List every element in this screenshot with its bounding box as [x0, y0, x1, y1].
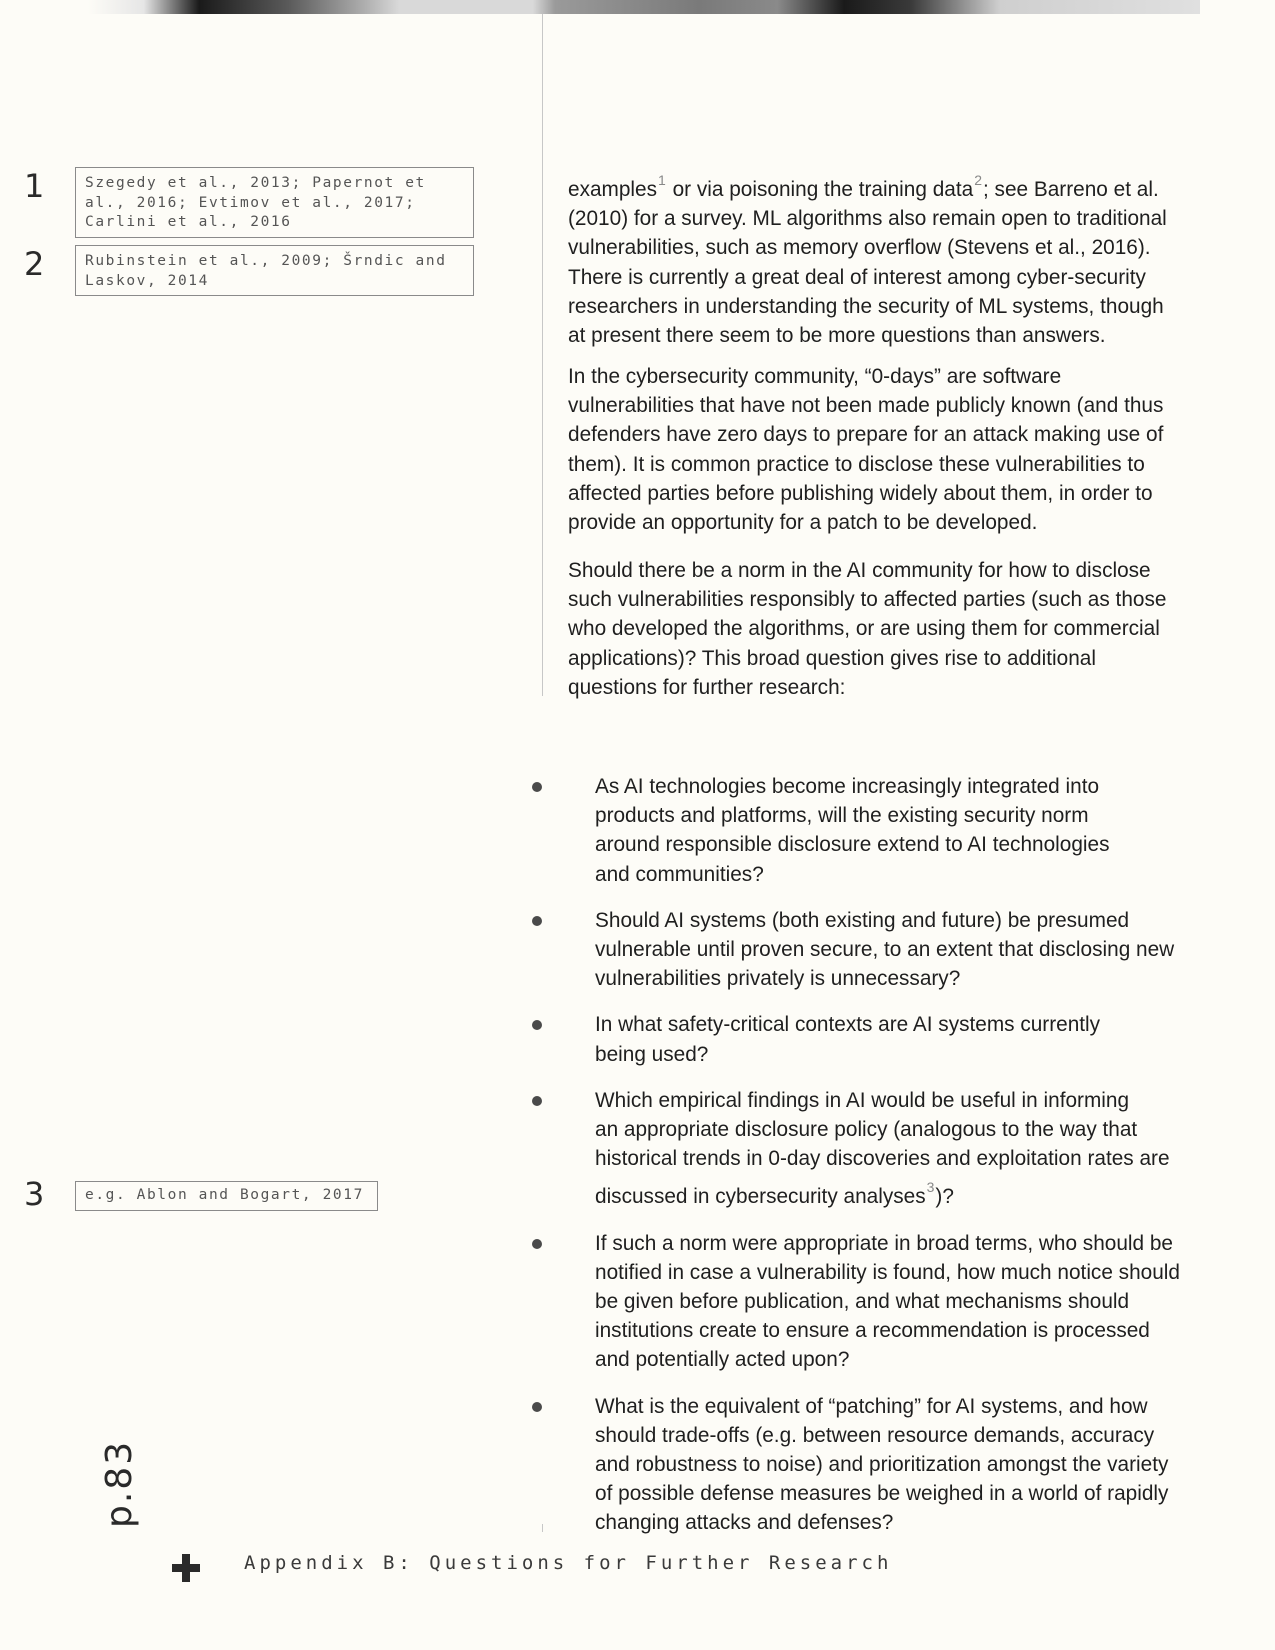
- list-item-line: [595, 1173, 1210, 1211]
- text-run: examples: [568, 178, 658, 201]
- paragraph-line: affected parties before publishing widely about them, in order to: [568, 481, 1153, 505]
- sidenote-line: Szegedy et al., 2013; Papernot et: [85, 175, 426, 191]
- text-run: or via poisoning the training data: [666, 178, 974, 201]
- sidenote-number: 3: [24, 1175, 45, 1213]
- list-item-line: and robustness to noise) and prioritization amongst the variety: [595, 1453, 1169, 1477]
- list-item-line: Should AI systems (both existing and future) be presumed: [595, 908, 1130, 932]
- bullet-icon: [532, 782, 542, 792]
- page-number: p.83: [99, 1439, 140, 1528]
- bullet-icon: [532, 916, 542, 926]
- footnote-ref[interactable]: 1: [658, 172, 666, 188]
- sidenote-citation: [75, 167, 474, 238]
- list-item-line: institutions create to ensure a recommendation is processed: [595, 1319, 1150, 1343]
- list-item-line: changing attacks and defenses?: [595, 1511, 894, 1535]
- bullet-icon: [532, 1239, 542, 1249]
- body-paragraph: [568, 556, 1208, 702]
- list-item-line: of possible defense measures be weighed in a world of rapidly: [595, 1482, 1169, 1506]
- paragraph-line: applications)? This broad question gives rise to additional: [568, 646, 1096, 670]
- paragraph-line: Should there be a norm in the AI community for how to disclose: [568, 559, 1151, 582]
- list-item-line: As AI technologies become increasingly integrated into: [595, 775, 1100, 798]
- bullet-icon: [532, 1402, 542, 1412]
- list-item: [530, 906, 1210, 994]
- list-item-line: and potentially acted upon?: [595, 1348, 850, 1372]
- paragraph-line: researchers in understanding the security of ML systems, though: [568, 294, 1164, 318]
- bullet-icon: [532, 1020, 542, 1030]
- paragraph-line: defenders have zero days to prepare for an attack making use of: [568, 423, 1164, 447]
- paragraph-line: In the cybersecurity community, “0-days” are software: [568, 365, 1062, 388]
- plus-icon: [172, 1554, 200, 1582]
- sidenote-line: Rubinstein et al., 2009; Šrndic and: [85, 253, 447, 269]
- paragraph-line: [568, 166, 1208, 204]
- footnote-ref[interactable]: 2: [974, 172, 982, 188]
- sidenote-line: e.g. Ablon and Bogart, 2017: [85, 1187, 364, 1203]
- list-item-line: around responsible disclosure extend to AI technologies: [595, 833, 1110, 857]
- list-item-line: What is the equivalent of “patching” for AI systems, and how: [595, 1394, 1148, 1418]
- paragraph-line: vulnerabilities that have not been made publicly known (and thus: [568, 394, 1164, 418]
- list-item: [530, 1086, 1210, 1212]
- sidenote-line: Carlini et al., 2016: [85, 214, 292, 230]
- list-item-line: notified in case a vulnerability is found, how much notice should: [595, 1260, 1180, 1284]
- paragraph-line: provide an opportunity for a patch to be developed.: [568, 511, 1038, 535]
- list-item-line: Which empirical findings in AI would be useful in informing: [595, 1088, 1130, 1112]
- sidenote-citation: [75, 245, 474, 296]
- list-item: [530, 772, 1210, 889]
- list-item-line: products and platforms, will the existing security norm: [595, 804, 1089, 828]
- paragraph-line: (2010) for a survey. ML algorithms also remain open to traditional: [568, 207, 1167, 231]
- list-item-line: historical trends in 0-day discoveries and exploitation rates are: [595, 1147, 1170, 1171]
- list-item-line: and communities?: [595, 862, 764, 886]
- list-item: [530, 1392, 1210, 1538]
- body-paragraph: [568, 166, 1208, 350]
- list-item: [530, 1010, 1210, 1068]
- paragraph-line: at present there seem to be more questions than answers.: [568, 324, 1106, 348]
- paragraph-line: vulnerabilities, such as memory overflow (Stevens et al., 2016).: [568, 236, 1151, 260]
- list-item-line: should trade-offs (e.g. between resource demands, accuracy: [595, 1423, 1155, 1447]
- list-item-line: In what safety-critical contexts are AI systems currently: [595, 1013, 1101, 1037]
- paragraph-line: such vulnerabilities responsibly to affected parties (such as those: [568, 588, 1167, 612]
- question-list: [530, 772, 1210, 1555]
- sidenote-line: al., 2016; Evtimov et al., 2017;: [85, 194, 416, 211]
- column-divider: [542, 14, 543, 696]
- list-item: [530, 1229, 1210, 1375]
- header-gradient-bar: [88, 0, 1200, 14]
- sidenote-number: 1: [24, 167, 45, 205]
- body-paragraph: [568, 362, 1208, 537]
- text-run: discussed in cybersecurity analyses: [595, 1185, 926, 1209]
- sidenote-number: 2: [24, 245, 45, 283]
- list-item-line: If such a norm were appropriate in broad terms, who should be: [595, 1231, 1173, 1255]
- list-item-line: be given before publication, and what mechanisms should: [595, 1290, 1130, 1314]
- paragraph-line: who developed the algorithms, or are using them for commercial: [568, 617, 1160, 641]
- sidenote-line: Laskov, 2014: [85, 272, 209, 289]
- sidenote-citation: [75, 1181, 378, 1211]
- footnote-ref[interactable]: 3: [926, 1179, 935, 1196]
- paragraph-line: There is currently a great deal of interest among cyber-security: [568, 265, 1146, 289]
- section-title: Appendix B: Questions for Further Research: [244, 1552, 893, 1574]
- bullet-icon: [532, 1096, 542, 1106]
- list-item-line: being used?: [595, 1042, 709, 1066]
- text-run: ; see Barreno et al.: [983, 178, 1159, 201]
- paragraph-line: them). It is common practice to disclose these vulnerabilities to: [568, 452, 1145, 476]
- list-item-line: vulnerabilities privately is unnecessary?: [595, 967, 961, 991]
- list-item-line: an appropriate disclosure policy (analogous to the way that: [595, 1118, 1138, 1142]
- text-run: )?: [935, 1185, 954, 1209]
- list-item-line: vulnerable until proven secure, to an extent that disclosing new: [595, 938, 1175, 962]
- paragraph-line: questions for further research:: [568, 675, 846, 699]
